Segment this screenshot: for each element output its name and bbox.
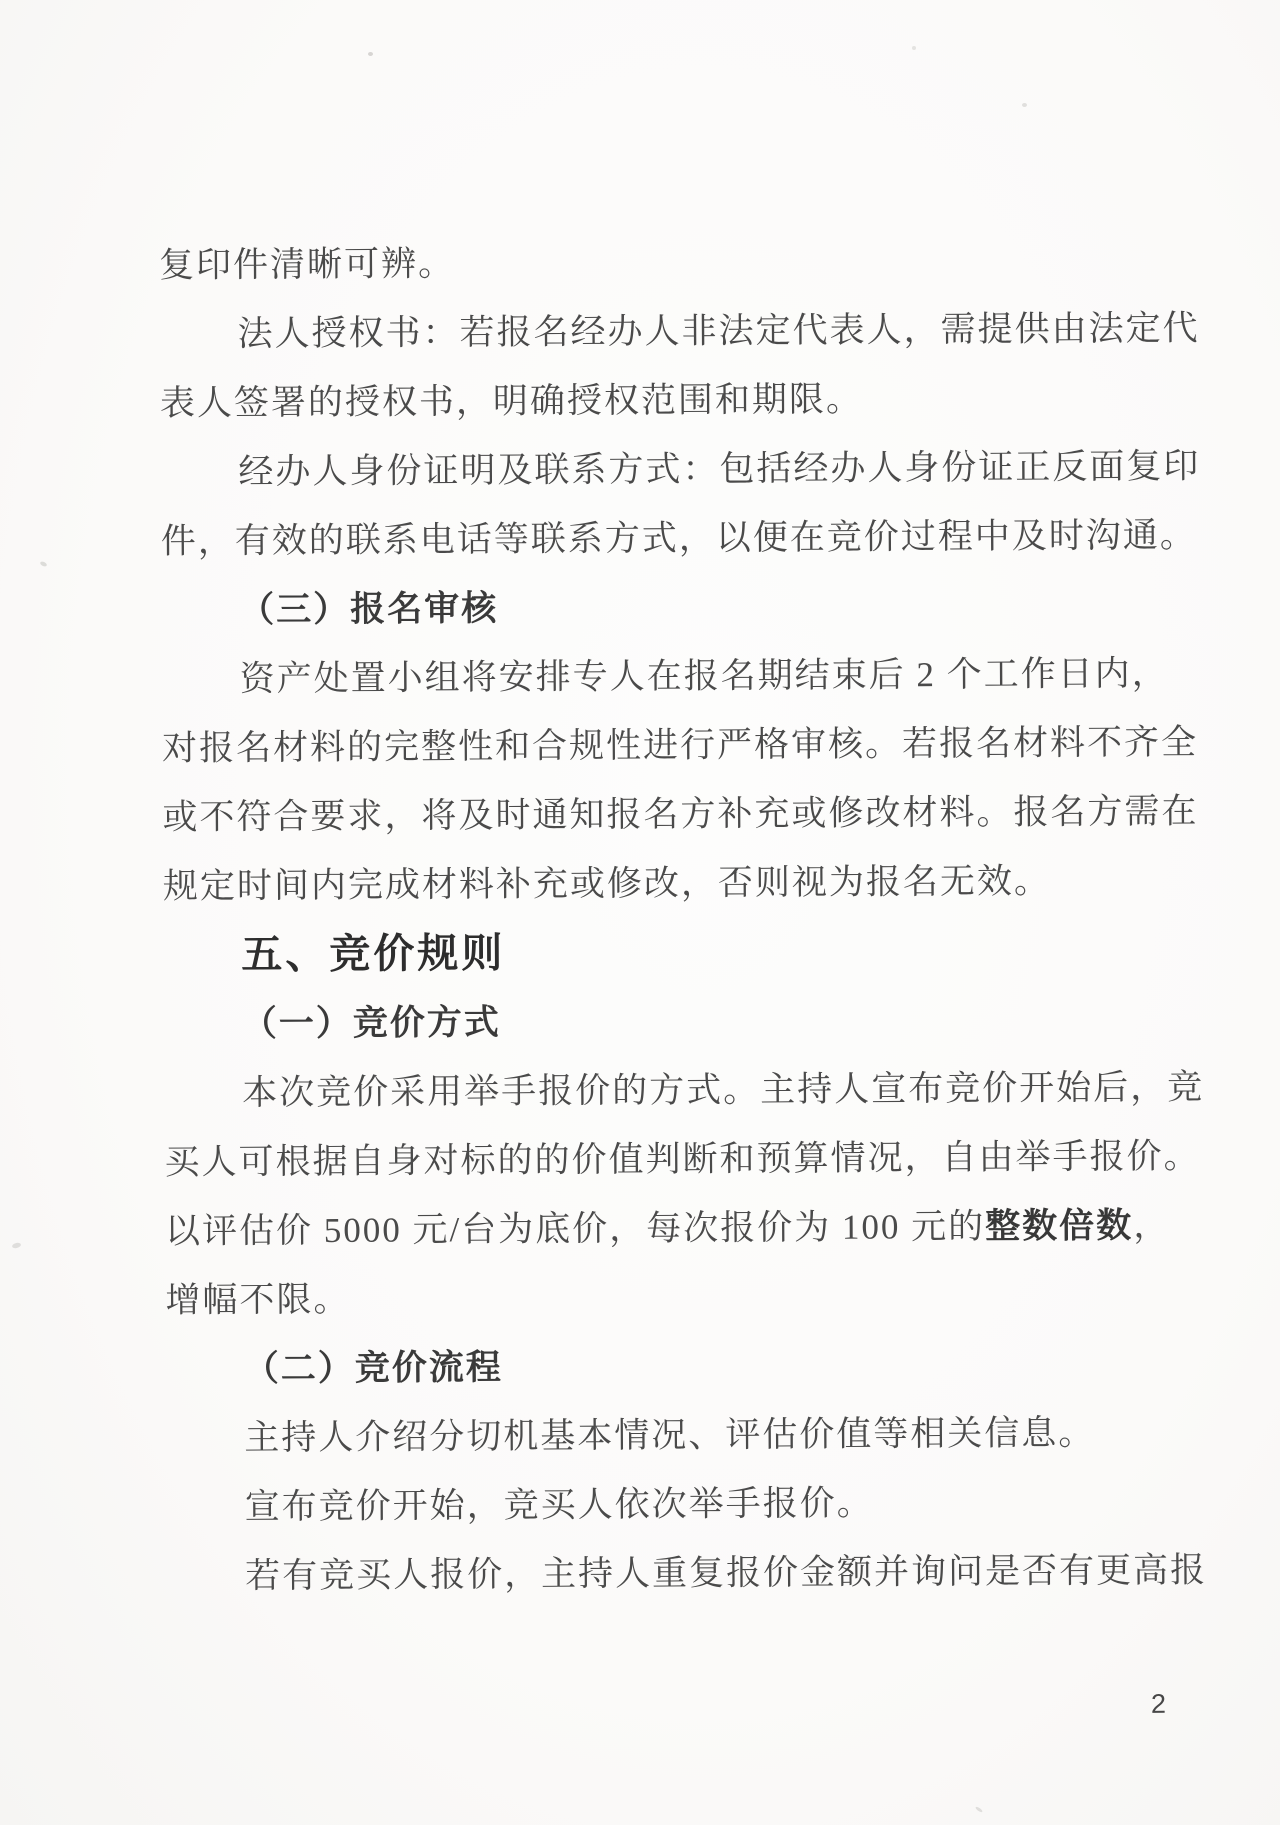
text-run: 五、竞价规则 — [241, 929, 506, 978]
text-run: 增幅不限。 — [165, 1279, 351, 1320]
sub-heading — [166, 1328, 1226, 1403]
text-run: 若有竞买人报价，主持人重复报价金额并询问是否有更高报 — [245, 1550, 1208, 1596]
text-run: 规定时间内完成材料补充或修改，否则视为报名无效。 — [162, 861, 1052, 906]
text-line — [162, 776, 1222, 851]
text-run: 以评估价 5000 元/台为底价，每次报价为 100 元的 — [164, 1206, 986, 1251]
text-line — [161, 638, 1221, 713]
text-run: 复印件清晰可辨。 — [158, 244, 456, 285]
text-line — [162, 707, 1222, 782]
text-run: 本次竞价采用举手报价的方式。主持人宣布竞价开始后，竞 — [242, 1067, 1205, 1113]
text-line — [161, 500, 1221, 575]
text-run: 对报名材料的完整性和合规性进行严格审核。若报名材料不齐全 — [161, 722, 1199, 768]
scan-artifact — [1008, 1437, 1012, 1441]
text-run: （一）竞价方式 — [241, 1002, 501, 1044]
sub-heading — [161, 569, 1221, 644]
text-line — [159, 224, 1219, 299]
text-line — [160, 362, 1220, 437]
text-line — [159, 293, 1219, 368]
document-body — [159, 224, 1227, 1610]
text-run: 资产处置小组将安排专人在报名期结束后 2 个工作日内， — [239, 653, 1169, 699]
text-line — [166, 1397, 1226, 1472]
text-line — [167, 1535, 1227, 1610]
text-line — [164, 1052, 1224, 1127]
text-run: （三）报名审核 — [239, 588, 499, 630]
text-run: 件，有效的联系电话等联系方式，以便在竞价过程中及时沟通。 — [160, 515, 1197, 561]
section-heading — [163, 914, 1223, 989]
scan-artifact — [368, 52, 373, 56]
text-line — [163, 845, 1223, 920]
text-run: 主持人介绍分切机基本情况、评估价值等相关信息。 — [244, 1413, 1096, 1458]
text-line — [164, 1121, 1224, 1196]
text-run: 买人可根据自身对标的的价值判断和预算情况，自由举手报价。 — [164, 1136, 1201, 1182]
text-line — [165, 1190, 1225, 1265]
text-run: 经办人身份证明及联系方式：包括经办人身份证正反面复印 — [238, 446, 1201, 492]
text-line — [166, 1466, 1226, 1541]
scan-artifact — [912, 46, 916, 50]
text-run: 或不符合要求，将及时通知报名方补充或修改材料。报名方需在 — [162, 791, 1199, 837]
page-number: 2 — [1150, 1688, 1167, 1719]
text-line — [160, 431, 1220, 506]
sub-heading — [164, 983, 1224, 1058]
emphasized-text: 整数倍数 — [985, 1205, 1134, 1246]
text-run: 法人授权书：若报名经办人非法定代表人，需提供由法定代 — [237, 308, 1200, 354]
text-run: 表人签署的授权书，明确授权范围和期限。 — [159, 379, 864, 423]
text-line — [165, 1259, 1225, 1334]
text-run: （二）竞价流程 — [243, 1347, 503, 1389]
text-run: 宣布竞价开始，竞买人依次举手报价。 — [244, 1483, 874, 1527]
text-run: ， — [1133, 1205, 1171, 1245]
scan-artifact — [1022, 103, 1027, 107]
